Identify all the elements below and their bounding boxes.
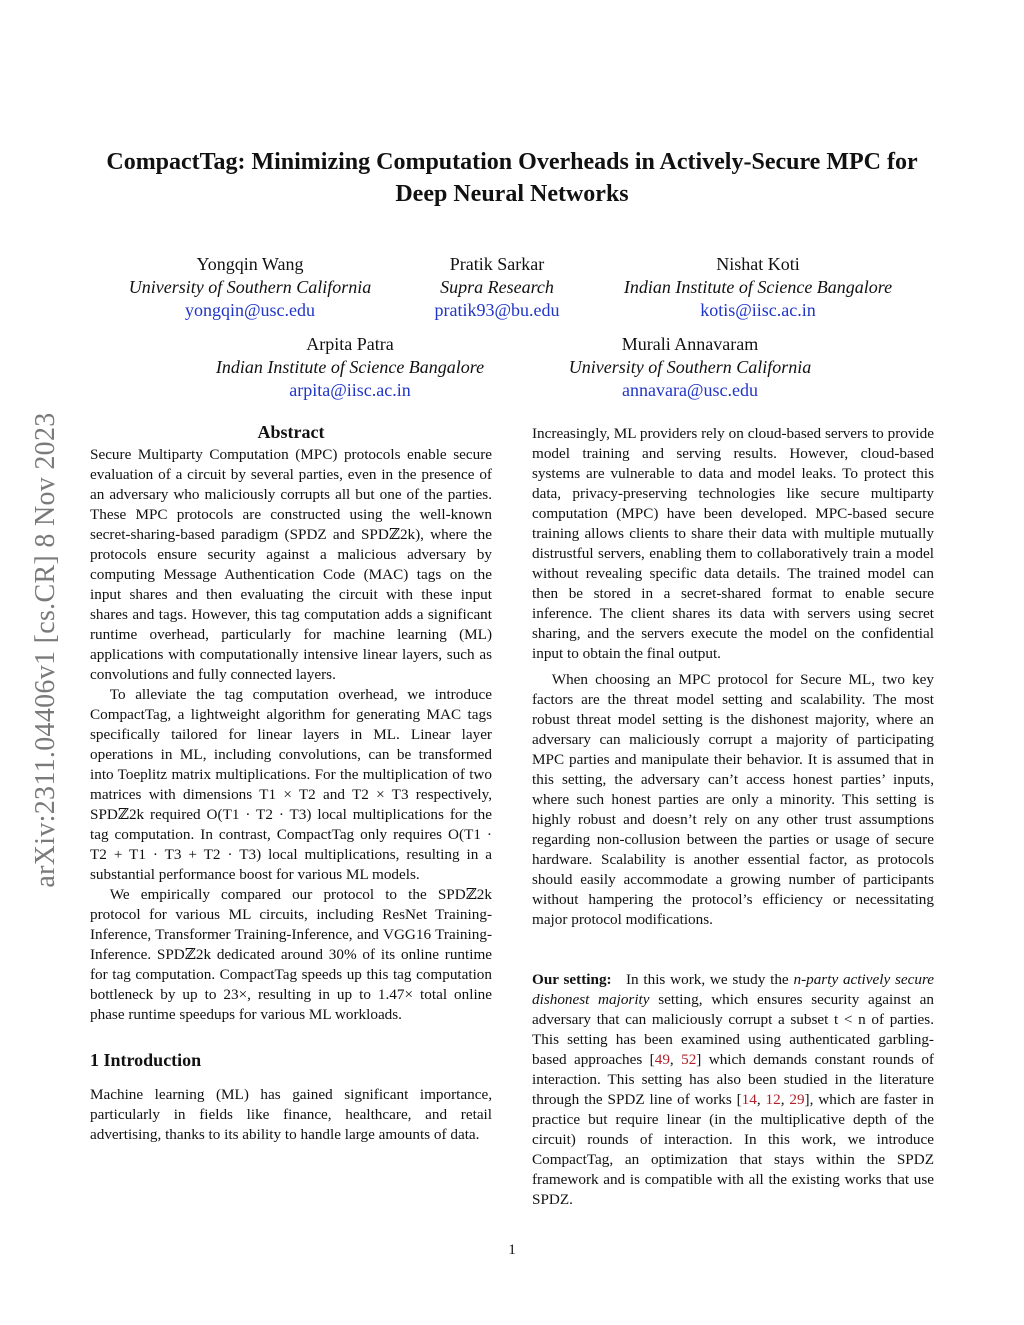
intro-paragraph-3: When choosing an MPC protocol for Secure ML, two key factors are the threat model setting and scalability. The most robust threat model setting is the dishonest majority, where an adversary can maliciously corrupt a majority of participating MPC parties and manipulate their behavior. It is assumed that in this setting, the adversary can’t access honest parties’ inputs, where such honest parties are only a minority. This setting is highly robust and doesn’t rely on any other trust assumptions regarding non-collusion between the parties or usage of secure hardware. Scalability is another essential factor, as protocols should easily accommodate a growing number of participants without hampering the protocol’s efficiency or necessitating major protocol modifications. bbox=[532, 671, 934, 928]
author-name: Arpita Patra bbox=[306, 334, 394, 354]
right-column bbox=[532, 424, 934, 1210]
left-column bbox=[90, 421, 492, 1145]
author-name: Pratik Sarkar bbox=[449, 254, 545, 274]
page-number: 1 bbox=[508, 1241, 516, 1258]
setting-text-a: In this work, we study the bbox=[625, 971, 789, 988]
author-block bbox=[598, 253, 918, 322]
title-line-1: CompactTag: Minimizing Computation Overheads in Actively-Secure MPC for bbox=[106, 149, 918, 175]
setting-text-d: ] which demands constant rounds of interaction. This setting has also been studied in the literature through the SPDZ line of works [ bbox=[532, 1051, 934, 1108]
author-block bbox=[545, 333, 835, 402]
our-setting-paragraph bbox=[532, 970, 934, 1210]
author-block bbox=[190, 333, 510, 402]
author-email[interactable]: yongqin@usc.edu bbox=[184, 300, 316, 320]
setting-text-e: ], which are faster in practice but require linear (in the multiplicative depth of the circuit) rounds of interaction. In this work, we introduce CompactTag, an optimization that stays within the SPDZ framework and is compatible with all the existing works that use SPDZ. bbox=[532, 1091, 935, 1208]
intro-paragraph-2: Increasingly, ML providers rely on cloud-based servers to provide model training and serving results. However, cloud-based systems are vulnerable to data and model leaks. To protect this data, privacy-preserving technologies like secure multiparty computation (MPC) have been developed. MPC-based secure training allows clients to share their data with multiple mutually distrustful servers, enabling them to collaboratively train a model without revealing specific data details. The trained model can then be stored in a secret-shared format to enable secure inference. The client shares its data with servers using secret sharing, and the servers execute the model on the confidential input to obtain the final output. bbox=[532, 425, 934, 662]
author-email[interactable]: kotis@iisc.ac.in bbox=[700, 300, 816, 320]
author-email[interactable]: annavara@usc.edu bbox=[621, 380, 758, 400]
author-block bbox=[392, 253, 602, 322]
abstract-paragraph-1: Secure Multiparty Computation (MPC) protocols enable secure evaluation of a circuit by several parties, even in the presence of an adversary who maliciously corrupts all but one of the parties. These MPC protocols are constructed using the well-known secret-sharing-based paradigm (SPDZ and SPDℤ2k), where the protocols ensure security against a malicious adversary by computing Message Authentication Code (MAC) tags on the input shares and then evaluating the circuit with these input shares and tags. However, this tag computation adds a significant runtime overhead, particularly for machine learning (ML) applications with computationally intensive linear layers, such as convolutions and fully connected layers. bbox=[90, 446, 492, 683]
abstract-paragraph-2: To alleviate the tag computation overhead, we introduce CompactTag, a lightweight algorithm for generating MAC tags specifically tailored for linear layers in ML. Linear layer operations in ML, including convolutions, can be transformed into Toeplitz matrix multiplications. For the multiplication of two matrices with dimensions T1 × T2 and T2 × T3 respectively, SPDℤ2k required O(T1 · T2 · T3) local multiplications for the tag computation. In contrast, CompactTag only requires O(T1 · T2 + T1 · T3 + T2 · T3) local multiplications, resulting in a substantial performance boost for various ML models. bbox=[90, 686, 492, 883]
author-email[interactable]: pratik93@bu.edu bbox=[434, 300, 560, 320]
intro-paragraph-1: Machine learning (ML) has gained significant importance, particularly in fields like finance, healthcare, and retail advertising, thanks to its ability to handle large amounts of data. bbox=[90, 1086, 492, 1143]
abstract-heading: Abstract bbox=[257, 422, 325, 442]
citation-link[interactable]: 52 bbox=[681, 1051, 697, 1068]
citation-link[interactable]: 29 bbox=[789, 1091, 805, 1108]
author-affiliation: Indian Institute of Science Bangalore bbox=[215, 357, 485, 377]
section-heading-introduction: 1 Introduction bbox=[90, 1050, 202, 1070]
author-email[interactable]: arpita@iisc.ac.in bbox=[289, 380, 411, 400]
citation-separator: , bbox=[780, 1091, 790, 1108]
citation-link[interactable]: 14 bbox=[741, 1091, 757, 1108]
paper-title bbox=[60, 146, 964, 210]
citation-link[interactable]: 49 bbox=[654, 1051, 670, 1068]
author-affiliation: Indian Institute of Science Bangalore bbox=[623, 277, 893, 297]
author-affiliation: Supra Research bbox=[440, 277, 554, 297]
setting-text-c: setting, which ensures security against an adversary that can maliciously corrupt a subset t < n of parties. This setting has been examined using authenticated garbling-based approaches [ bbox=[532, 991, 935, 1068]
abstract-paragraph-3: We empirically compared our protocol to the SPDℤ2k protocol for various ML circuits, including ResNet Training-Inference, Transformer Training-Inference, and VGG16 Training-Inference. SPDℤ2k dedicated around 30% of its online runtime for tag computation. CompactTag speeds up this tag computation bottleneck by up to 23×, resulting in up to 1.47× total online phase runtime speedups for various ML workloads. bbox=[90, 886, 492, 1023]
arxiv-stamp: arXiv:2311.04406v1 [cs.CR] 8 Nov 2023 bbox=[30, 412, 61, 888]
author-block bbox=[110, 253, 390, 322]
author-affiliation: University of Southern California bbox=[568, 357, 812, 377]
author-name: Nishat Koti bbox=[716, 254, 800, 274]
title-line-2: Deep Neural Networks bbox=[395, 181, 629, 207]
citation-separator: , bbox=[669, 1051, 682, 1068]
citation-separator: , bbox=[756, 1091, 766, 1108]
author-name: Yongqin Wang bbox=[196, 254, 304, 274]
setting-text-emphasis: n-party actively secure dishonest majority bbox=[532, 971, 935, 1008]
author-name: Murali Annavaram bbox=[621, 334, 759, 354]
our-setting-label: Our setting: bbox=[532, 971, 612, 988]
citation-link[interactable]: 12 bbox=[765, 1091, 781, 1108]
author-affiliation: University of Southern California bbox=[128, 277, 372, 297]
